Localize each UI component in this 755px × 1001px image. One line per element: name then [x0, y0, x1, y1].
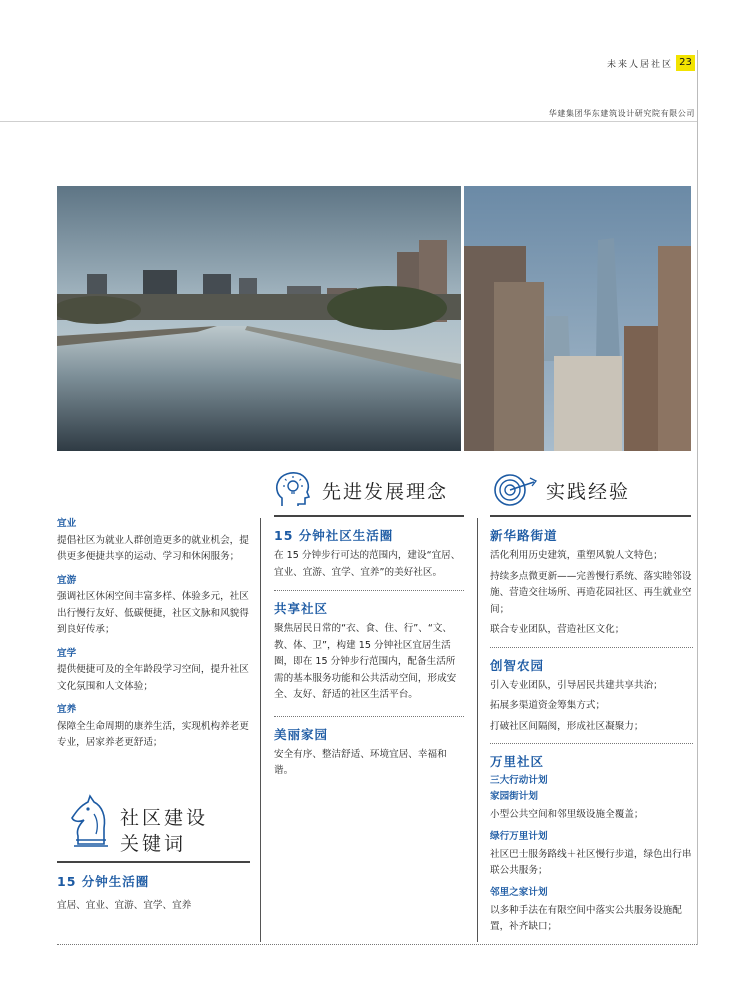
plan-text: 社区巴士服务路线＋社区慢行步道，绿色出行串联公共服务； — [490, 848, 692, 876]
section-divider — [274, 590, 464, 591]
section-title: 创智农园 — [490, 657, 545, 673]
plan-text: 小型公共空间和邻里级设施全覆盖； — [490, 809, 644, 820]
keyword-item-title: 宜业 — [57, 518, 77, 529]
concept-heading-rule — [274, 515, 464, 517]
keywords-heading-rule — [57, 861, 250, 863]
keywords-subsection — [57, 872, 250, 915]
running-header-company: 华建集团华东建筑设计研究院有限公司 — [548, 109, 695, 118]
plan-title: 邻里之家计划 — [490, 886, 548, 898]
list-item: 引入专业团队，引导居民共建共享共治； — [490, 679, 663, 691]
column-divider-left — [260, 518, 261, 942]
page-edge-rule — [697, 50, 698, 945]
middle-column — [274, 526, 464, 780]
keywords-sub-title: 15 分钟生活圈 — [57, 874, 150, 889]
section-title: 新华路街道 — [490, 528, 558, 543]
keyword-item-text: 强调社区休闲空间丰富多样、体验多元，社区出行慢行友好、低碳便捷，社区文脉和风貌得到良好传承； — [57, 591, 249, 635]
left-column — [57, 516, 251, 759]
section-divider — [490, 647, 693, 648]
practice-title: 实践经验 — [546, 480, 631, 503]
keyword-item-title: 宜学 — [57, 647, 77, 659]
section-text: 在 15 分钟步行可达的范围内，建设“宜居、宜业、宜游、宜学、宜养”的美好社区。 — [274, 550, 461, 578]
plan-text: 以多种手法在有限空间中落实公共服务设施配置，补齐缺口； — [490, 904, 682, 932]
running-header-section: 未来人居社区 — [606, 60, 673, 70]
skyline-towers-photo — [464, 186, 691, 451]
target-arrow-icon — [490, 470, 540, 510]
keywords-title-line: 关键词 — [120, 833, 187, 855]
list-item: 活化利用历史建筑，重塑风貌人文特色； — [490, 550, 663, 561]
section-title: 万里社区 — [490, 754, 545, 769]
keywords-sub-text: 宜居、宜业、宜游、宜学、宜养 — [57, 900, 192, 911]
keyword-item-text: 提倡社区为就业人群创造更多的就业机会，提供更多便捷共享的运动、学习和休闲服务； — [57, 534, 249, 562]
keyword-item-title: 宜游 — [57, 574, 77, 586]
keyword-item — [57, 573, 251, 639]
keyword-item-text: 提供便捷可及的全年龄段学习空间，提升社区文化氛围和人文体验； — [57, 664, 249, 692]
chess-knight-icon — [66, 792, 112, 852]
section-title: 共享社区 — [274, 601, 329, 616]
list-item: 打破社区间隔阂，形成社区凝聚力； — [490, 720, 644, 732]
concept-title: 先进发展理念 — [322, 480, 449, 503]
header-rule — [0, 121, 697, 122]
footer-rule — [57, 944, 697, 945]
column-divider-right — [477, 518, 478, 942]
section-title: 15 分钟社区生活圈 — [274, 528, 394, 543]
keyword-item-title: 宜养 — [57, 704, 77, 715]
section-title: 美丽家园 — [274, 726, 329, 742]
keyword-item — [57, 646, 251, 696]
river-city-photo — [57, 186, 461, 451]
section-divider — [490, 743, 693, 744]
list-item: 拓展多渠道资金筹集方式； — [490, 700, 606, 711]
practice-heading — [490, 470, 630, 510]
right-column — [490, 526, 693, 936]
keyword-item — [57, 516, 251, 566]
concept-heading — [272, 470, 448, 510]
plan-title: 绿行万里计划 — [490, 830, 548, 842]
keyword-item-text: 保障全生命周期的康养生活，实现机构养老更专业，居家养老更舒适； — [57, 720, 249, 748]
plan-title: 家园街计划 — [490, 791, 538, 802]
practice-heading-rule — [490, 515, 691, 517]
keyword-item — [57, 702, 251, 752]
section-text: 安全有序、整洁舒适、环境宜居、幸福和谐。 — [274, 748, 447, 776]
keywords-title-line: 社区建设 — [120, 807, 209, 829]
section-text: 聚焦居民日常的“衣、食、住、行”、“文、教、体、卫”，构建 15 分钟社区宜居生活圈，即在 15 分钟步行范围内，配备生活所需的基本服务功能和公共活动空间，形成安全、友好、舒适的社区生活平台。 — [274, 623, 457, 700]
keywords-title — [120, 805, 208, 857]
section-divider — [274, 716, 464, 717]
list-item: 联合专业团队，营造社区文化； — [490, 624, 625, 635]
lightbulb-head-icon — [272, 470, 316, 510]
plan-group-title: 三大行动计划 — [490, 775, 548, 786]
page-number: 23 — [676, 55, 695, 71]
list-item: 持续多点微更新——完善慢行系统、落实睦邻设施、营造交往场所、再造花园社区、再生就业空间； — [490, 570, 692, 615]
